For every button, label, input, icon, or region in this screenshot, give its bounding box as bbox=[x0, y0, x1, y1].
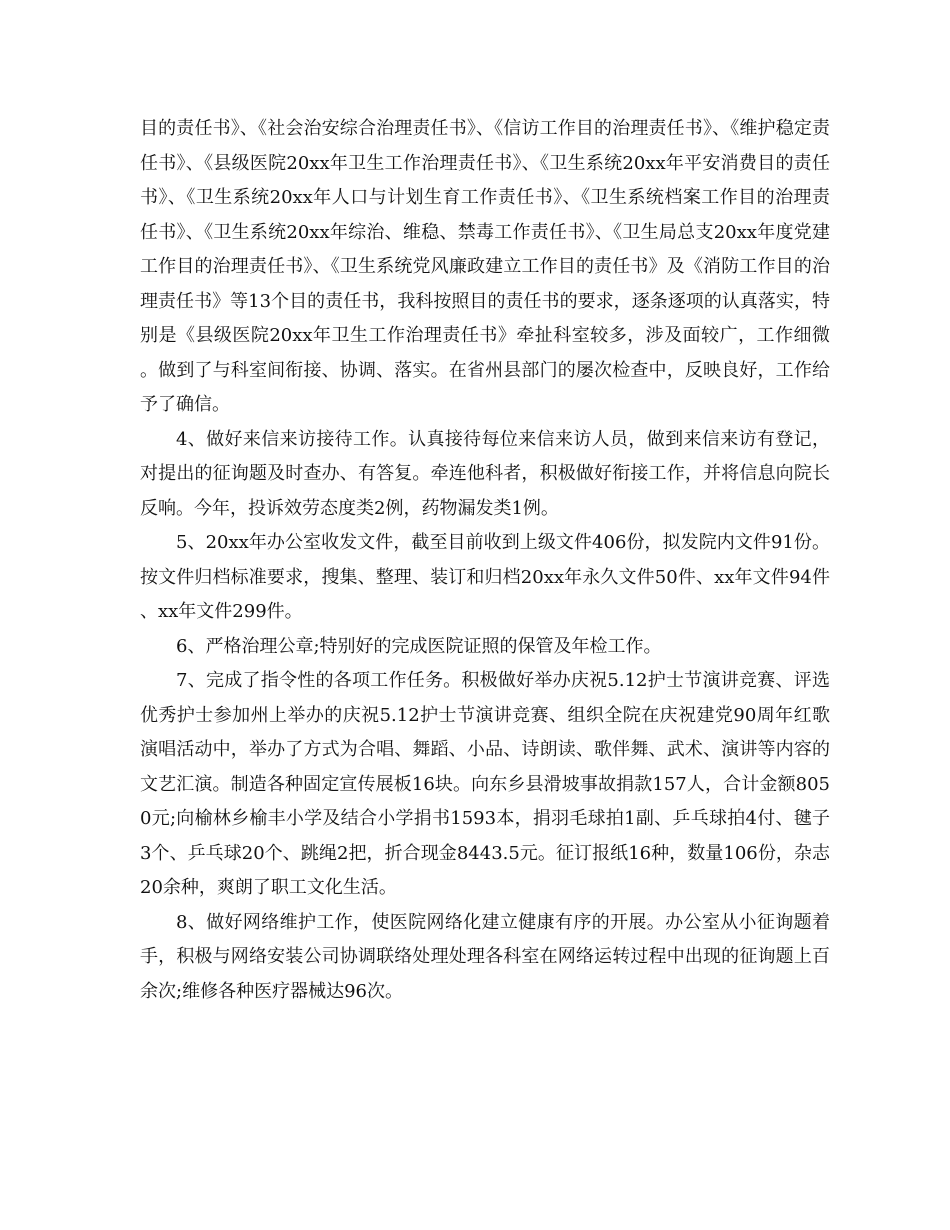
paragraph-responsibility-list: 目的责任书》、《社会治安综合治理责任书》、《信访工作目的治理责任书》、《维护稳定责任书》、《县级医院20xx年卫生工作治理责任书》、《卫生系统20xx年平安消费目的责任书》、《卫生系统20xx年人口与计划生育工作责任书》、《卫生系统档案工作目的治理责任书》、《卫生系统20xx年综治、维稳、禁毒工作责任书》、《卫生局总支20xx年度党建工作目的治理责任书》、《卫生系统党风廉政建立工作目的责任书》及《消防工作目的治理责任书》等13个目的责任书，我科按照目的责任书的要求，逐条逐项的认真落实，特别是《县级医院20xx年卫生工作治理责任书》牵扯科室较多，涉及面较广，工作细微。做到了与科室间衔接、协调、落实。在省州县部门的屡次检查中，反映良好，工作给予了确信。 bbox=[140, 118, 830, 415]
paragraph-item-8: 8、做好网络维护工作，使医院网络化建立健康有序的开展。办公室从小征询题着手，积极与网络安装公司协调联络处理处理各科室在网络运转过程中出现的征询题上百余次;维修各种医疗器械达96次。 bbox=[140, 911, 830, 1002]
paragraph-item-5: 5、20xx年办公室收发文件，截至目前收到上级文件406份，拟发院内文件91份。按文件归档标准要求，搜集、整理、装订和归档20xx年永久文件50件、xx年文件94件、xx年文件299件。 bbox=[140, 532, 830, 622]
paragraph-item-6: 6、严格治理公章;特别好的完成医院证照的保管及年检工作。 bbox=[176, 635, 662, 657]
paragraph-item-7: 7、完成了指令性的各项工作任务。积极做好举办庆祝5.12护士节演讲竞赛、评选优秀护士参加州上举办的庆祝5.12护士节演讲竞赛、组织全院在庆祝建党90周年红歌演唱活动中，举办了方式为合唱、舞蹈、小品、诗朗读、歌伴舞、武术、演讲等内容的文艺汇演。制造各种固定宣传展板16块。向东乡县滑坡事故捐款157人，合计金额8050元;向榆林乡榆丰小学及结合小学捐书1593本，捐羽毛球拍1副、乒乓球拍4付、毽子3个、乒乓球20个、跳绳2把，折合现金8443.5元。征订报纸16种，数量106份，杂志20余种，爽朗了职工文化生活。 bbox=[140, 670, 830, 898]
paragraph-item-4: 4、做好来信来访接待工作。认真接待每位来信来访人员，做到来信来访有登记，对提出的征询题及时查办、有答复。牵连他科者，积极做好衔接工作，并将信息向院长反响。今年，投诉效劳态度类2例，药物漏发类1例。 bbox=[140, 428, 830, 519]
document-page bbox=[140, 112, 830, 1009]
